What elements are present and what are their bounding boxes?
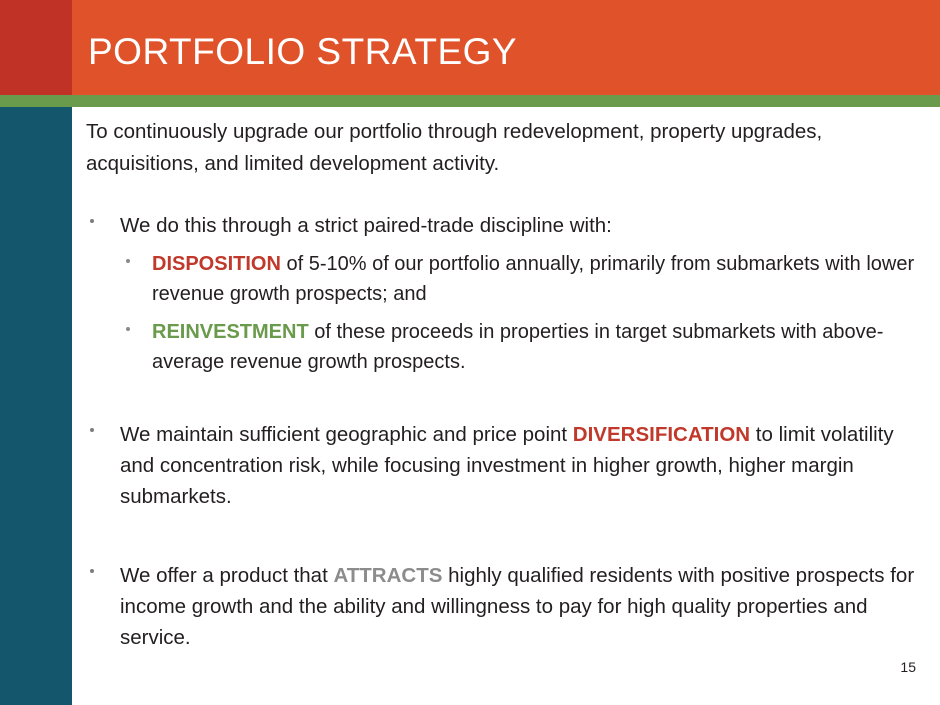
list-item — [120, 249, 922, 309]
list-item — [86, 210, 922, 377]
slide-body — [86, 116, 922, 653]
keyword-disposition: DISPOSITION — [152, 253, 281, 275]
keyword-diversification: DIVERSIFICATION — [572, 423, 751, 446]
list-item — [86, 419, 922, 512]
sub-item-text: of these proceeds in properties in target submarkets with above-average revenue growth prospects. — [152, 321, 884, 373]
green-divider-stripe — [0, 95, 940, 107]
sub-item-text: of 5-10% of our portfolio annually, primarily from submarkets with lower revenue growth prospects; and — [152, 253, 915, 305]
list-item-text-before: We maintain sufficient geographic and price point — [120, 423, 573, 446]
bullet-dot-icon — [126, 259, 130, 263]
list-item-text: We do this through a strict paired-trade discipline with: — [120, 214, 612, 237]
bullet-dot-icon — [90, 569, 94, 573]
sub-bullet-list — [120, 249, 922, 377]
list-item-text-after: highly qualified residents with positive prospects for income growth and the ability and willingness to pay for high quality properties and service. — [120, 564, 915, 649]
bullet-list — [86, 210, 922, 653]
list-item — [120, 317, 922, 377]
keyword-attracts: ATTRACTS — [333, 564, 443, 587]
list-item-text-after: to limit volatility and concentration risk, while focusing investment in higher growth, higher margin submarkets. — [120, 423, 894, 508]
bullet-dot-icon — [90, 428, 94, 432]
intro-paragraph: To continuously upgrade our portfolio through redevelopment, property upgrades, acquisitions, and limited development activity. — [86, 120, 823, 175]
bullet-dot-icon — [90, 219, 94, 223]
list-item-text-before: We offer a product that — [120, 564, 334, 587]
page-number: 15 — [900, 659, 916, 675]
list-item — [86, 560, 922, 653]
left-sidebar-accent — [0, 107, 72, 705]
page-title: PORTFOLIO STRATEGY — [88, 31, 518, 72]
keyword-reinvestment: REINVESTMENT — [152, 321, 309, 343]
bullet-dot-icon — [126, 327, 130, 331]
corner-accent-block — [0, 0, 72, 95]
